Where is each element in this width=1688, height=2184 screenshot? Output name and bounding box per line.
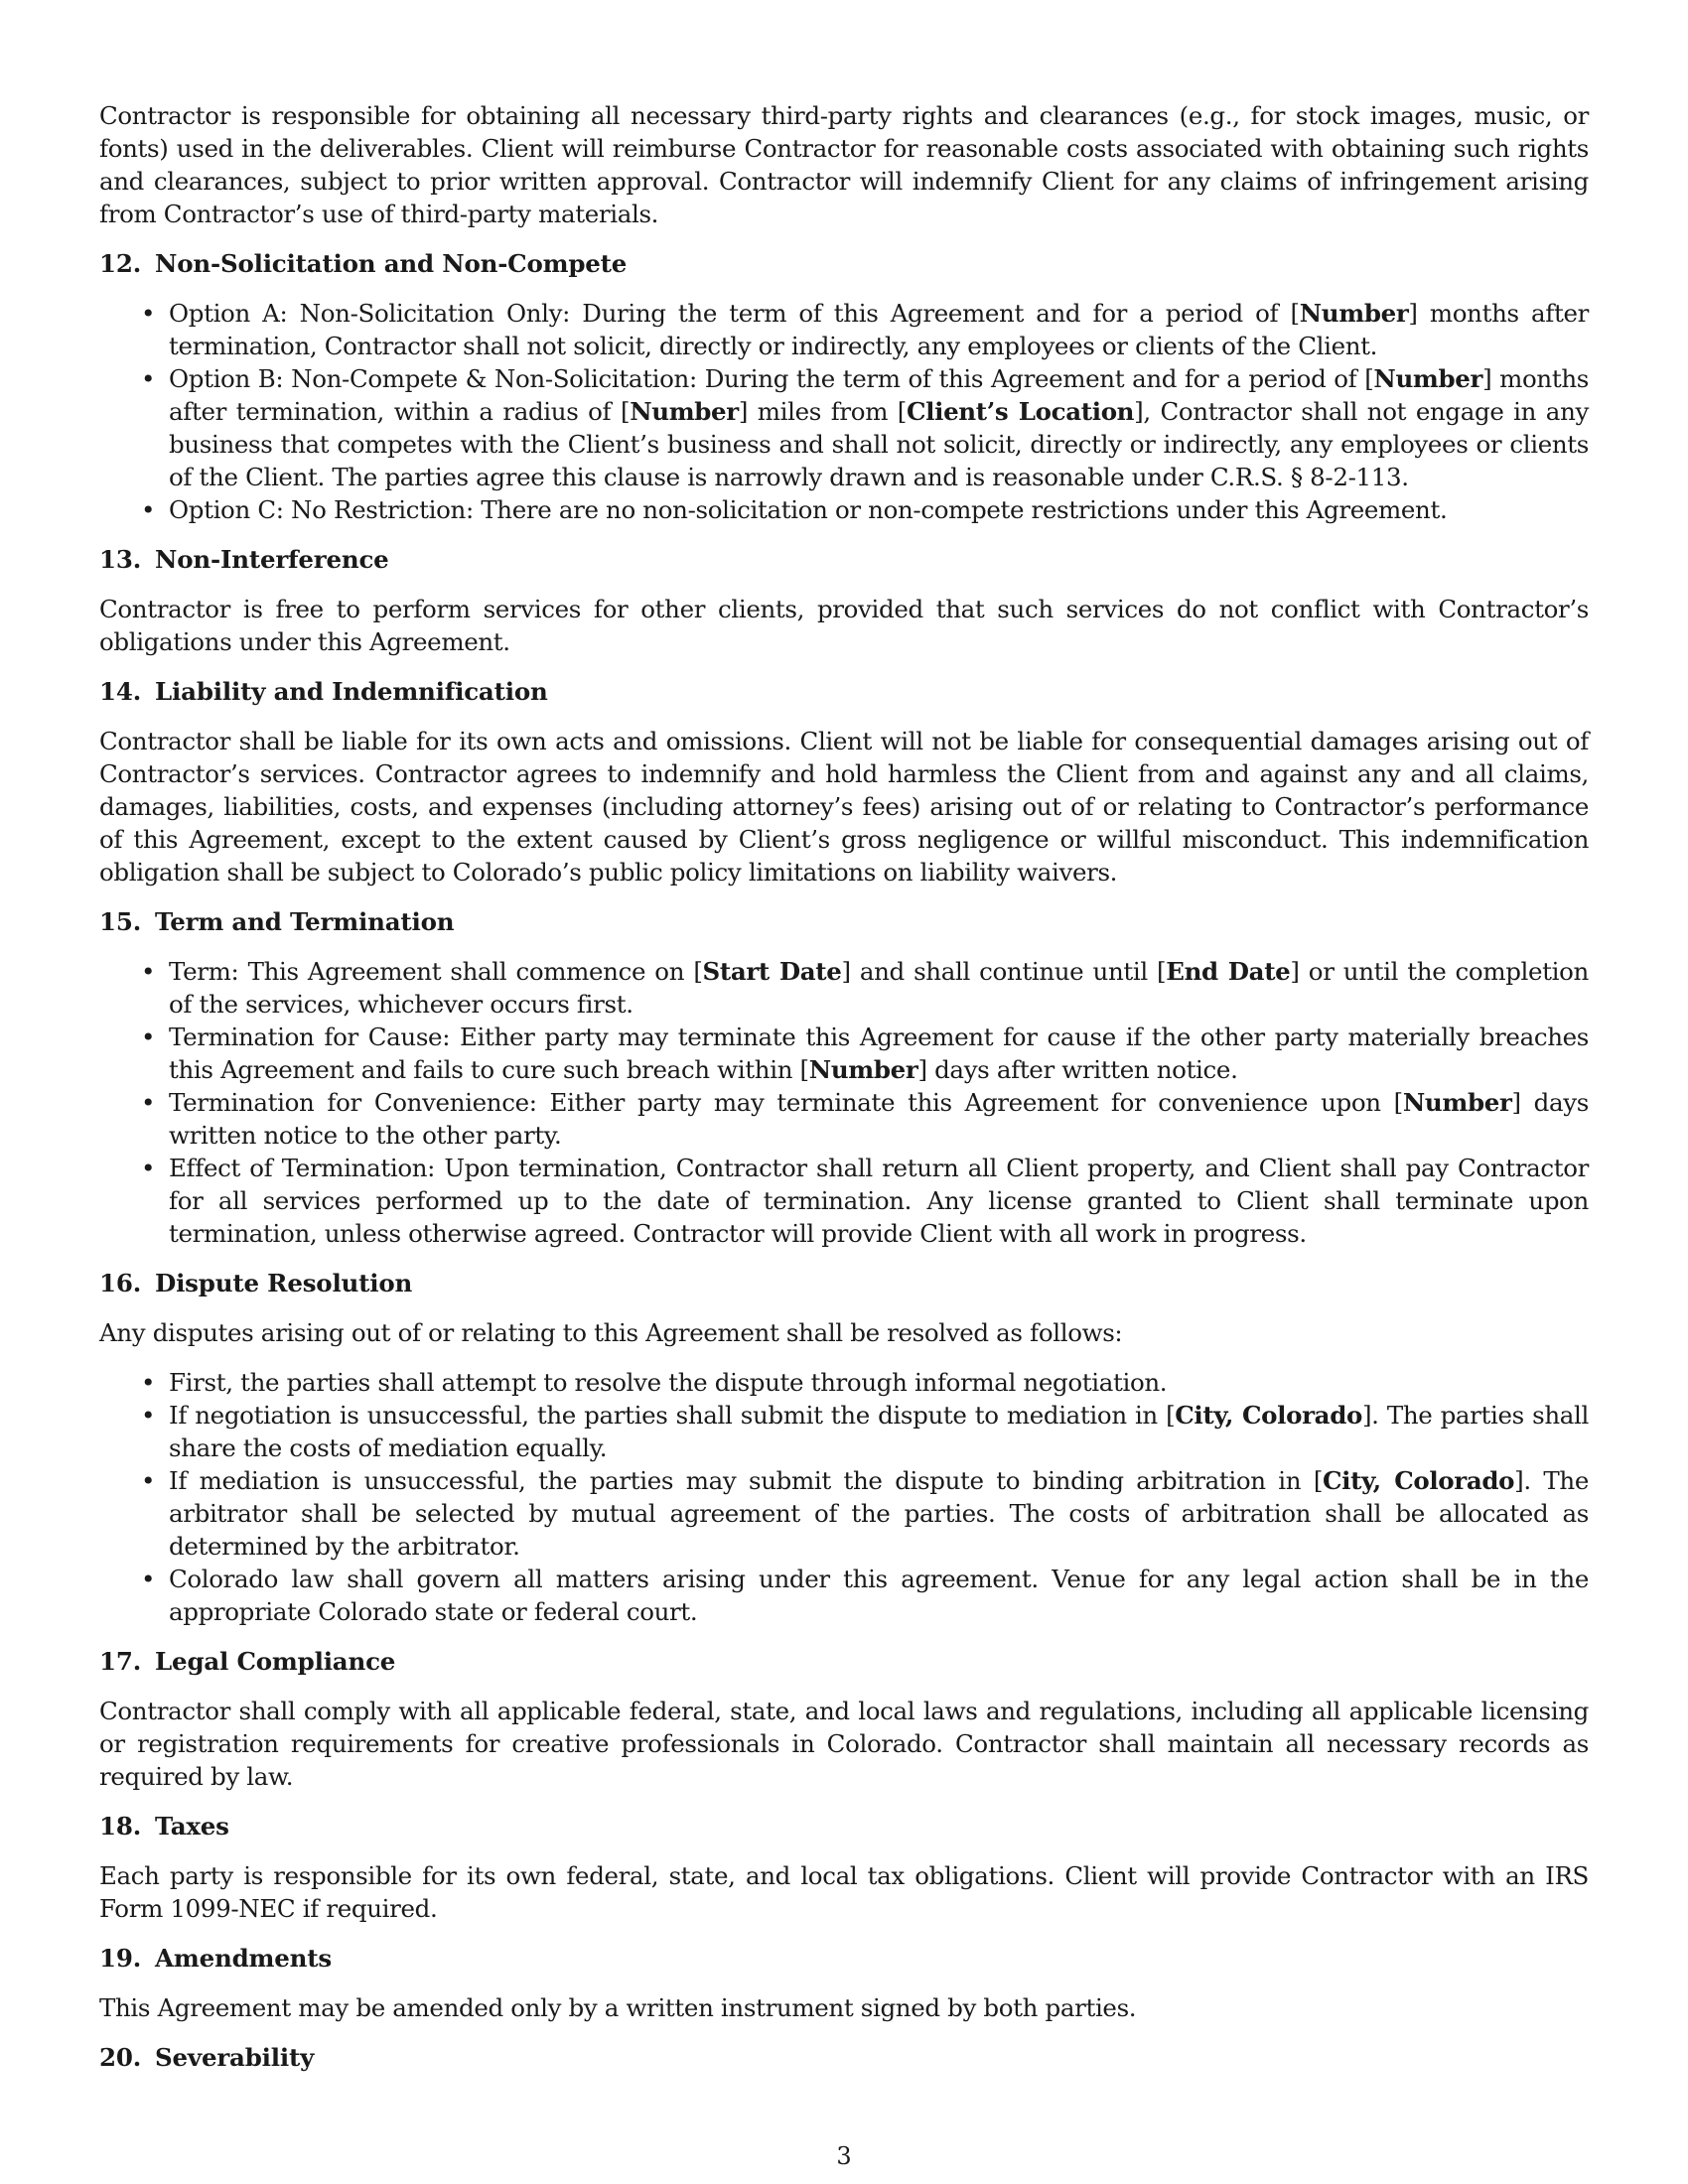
section-19-heading <box>99 1942 1589 1975</box>
section-title: Dispute Resolution <box>155 1269 413 1297</box>
placeholder-field: Client’s Location <box>907 397 1135 426</box>
list-item: • If negotiation is unsuccessful, the parties shall submit the dispute to mediation in [City, Colorado]. The parties shall share the costs of mediation equally. <box>141 1401 1589 1462</box>
placeholder-field: Number <box>1402 1088 1512 1117</box>
section-title: Term and Termination <box>155 907 455 936</box>
placeholder-field: Start Date <box>702 957 842 986</box>
list-item: • Option C: No Restriction: There are no non-solicitation or non-compete restrictions under this Agreement. <box>141 495 1448 524</box>
section-number: 15. <box>99 907 142 936</box>
list-item: • Effect of Termination: Upon termination, Contractor shall return all Client property, and Client shall pay Contractor for all services performed up to the date of termination. Any license granted to Client shall terminate upon termination, unless otherwise agreed. Contractor will provide Client with all work in progress. <box>141 1154 1589 1248</box>
section-15-list <box>99 955 1589 1250</box>
section-14-heading <box>99 675 1589 708</box>
placeholder-field: End Date <box>1166 957 1291 986</box>
bullet-icon: • <box>141 495 156 524</box>
bullet-icon: • <box>141 1565 156 1593</box>
list-item: • If mediation is unsuccessful, the parties may submit the dispute to binding arbitration in [City, Colorado]. The arbitrator shall be selected by mutual agreement of the parties. The costs of arbitration shall be allocated as determined by the arbitrator. <box>141 1466 1590 1561</box>
list-item: • Term: This Agreement shall commence on [Start Date] and shall continue until [End Date] or until the completion of the services, whichever occurs first. <box>141 957 1589 1019</box>
list-item: • Option B: Non-Compete & Non-Solicitation: During the term of this Agreement and for a period of [Number] months after termination, within a radius of [Number] miles from [Client’s Location], Contractor shall not engage in any business that competes with the Client’s business and shall not solicit, directly or indirectly, any employees or clients of the Client. The parties agree this clause is narrowly drawn and is reasonable under C.R.S. § 8-2-113. <box>141 364 1589 491</box>
placeholder-field: Number <box>1299 299 1409 328</box>
section-16-intro: Any disputes arising out of or relating to this Agreement shall be resolved as follows: <box>99 1318 1123 1347</box>
section-title: Non-Interference <box>155 545 389 574</box>
section-15-heading <box>99 905 1589 938</box>
bullet-icon: • <box>141 1088 156 1117</box>
placeholder-field: Number <box>808 1055 918 1084</box>
placeholder-field: Number <box>630 397 739 426</box>
bullet-icon: • <box>141 1154 156 1182</box>
section-12-list <box>99 297 1589 526</box>
section-number: 18. <box>99 1812 142 1841</box>
section-title: Amendments <box>155 1944 332 1973</box>
list-item: • Option A: Non-Solicitation Only: During the term of this Agreement and for a period of [Number] months after termination, Contractor shall not solicit, directly or indirectly, any employees or clients of the Client. <box>141 299 1589 360</box>
section-18-paragraph: Each party is responsible for its own federal, state, and local tax obligations. Client will provide Contractor with an IRS Form 1099-NEC if required. <box>99 1861 1589 1923</box>
section-18-heading <box>99 1810 1589 1843</box>
section-title: Liability and Indemnification <box>155 677 548 706</box>
bullet-icon: • <box>141 1401 156 1430</box>
list-item: • Colorado law shall govern all matters arising under this agreement. Venue for any legal action shall be in the appropriate Colorado state or federal court. <box>141 1565 1589 1626</box>
document-page <box>99 99 1589 2091</box>
section-number: 16. <box>99 1269 142 1297</box>
section-14-paragraph: Contractor shall be liable for its own acts and omissions. Client will not be liable for consequential damages arising out of Contractor’s services. Contractor agrees to indemnify and hold harmless the Client from and against any and all claims, damages, liabilities, costs, and expenses (including attorney’s fees) arising out of or relating to Contractor’s performance of this Agreement, except to the extent caused by Client’s gross negligence or willful misconduct. This indemnification obligation shall be subject to Colorado’s public policy limitations on liability waivers. <box>99 727 1589 887</box>
section-title: Severability <box>155 2043 315 2072</box>
bullet-icon: • <box>141 1023 156 1051</box>
placeholder-field: Number <box>1373 364 1483 393</box>
section-12-heading <box>99 247 1589 280</box>
section-number: 19. <box>99 1944 142 1973</box>
section-title: Taxes <box>155 1812 229 1841</box>
bullet-icon: • <box>141 1368 156 1397</box>
placeholder-field: City, Colorado <box>1323 1466 1515 1495</box>
bullet-icon: • <box>141 1466 156 1495</box>
section-19-paragraph: This Agreement may be amended only by a written instrument signed by both parties. <box>99 1993 1137 2022</box>
bullet-icon: • <box>141 364 156 393</box>
section-number: 17. <box>99 1647 142 1676</box>
bullet-icon: • <box>141 299 156 328</box>
section-number: 20. <box>99 2043 142 2072</box>
page-number: 3 <box>836 2142 852 2170</box>
list-item: • First, the parties shall attempt to resolve the dispute through informal negotiation. <box>141 1368 1168 1397</box>
section-number: 14. <box>99 677 142 706</box>
list-item: • Termination for Cause: Either party may terminate this Agreement for cause if the other party materially breaches this Agreement and fails to cure such breach within [Number] days after written notice. <box>141 1023 1589 1084</box>
section-20-heading <box>99 2041 1589 2074</box>
section-17-paragraph: Contractor shall comply with all applicable federal, state, and local laws and regulations, including all applicable licensing or registration requirements for creative professionals in Colorado. Contractor shall maintain all necessary records as required by law. <box>99 1697 1589 1791</box>
section-number: 13. <box>99 545 142 574</box>
section-16-heading <box>99 1267 1589 1299</box>
section-16-list <box>99 1366 1589 1628</box>
bullet-icon: • <box>141 957 156 986</box>
section-13-heading <box>99 543 1589 576</box>
section-13-paragraph: Contractor is free to perform services for other clients, provided that such services do not conflict with Contractor’s obligations under this Agreement. <box>99 595 1589 656</box>
section-17-heading <box>99 1645 1589 1678</box>
section-title: Non-Solicitation and Non-Compete <box>155 249 628 278</box>
list-item: • Termination for Convenience: Either party may terminate this Agreement for convenience upon [Number] days written notice to the other party. <box>141 1088 1589 1150</box>
intro-paragraph: Contractor is responsible for obtaining all necessary third-party rights and clearances (e.g., for stock images, music, or fonts) used in the deliverables. Client will reimburse Contractor for reasonable costs associated with obtaining such rights and clearances, subject to prior written approval. Contractor will indemnify Client for any claims of infringement arising from Contractor’s use of third-party materials. <box>99 101 1589 228</box>
section-title: Legal Compliance <box>155 1647 396 1676</box>
placeholder-field: City, Colorado <box>1175 1401 1362 1430</box>
section-number: 12. <box>99 249 142 278</box>
